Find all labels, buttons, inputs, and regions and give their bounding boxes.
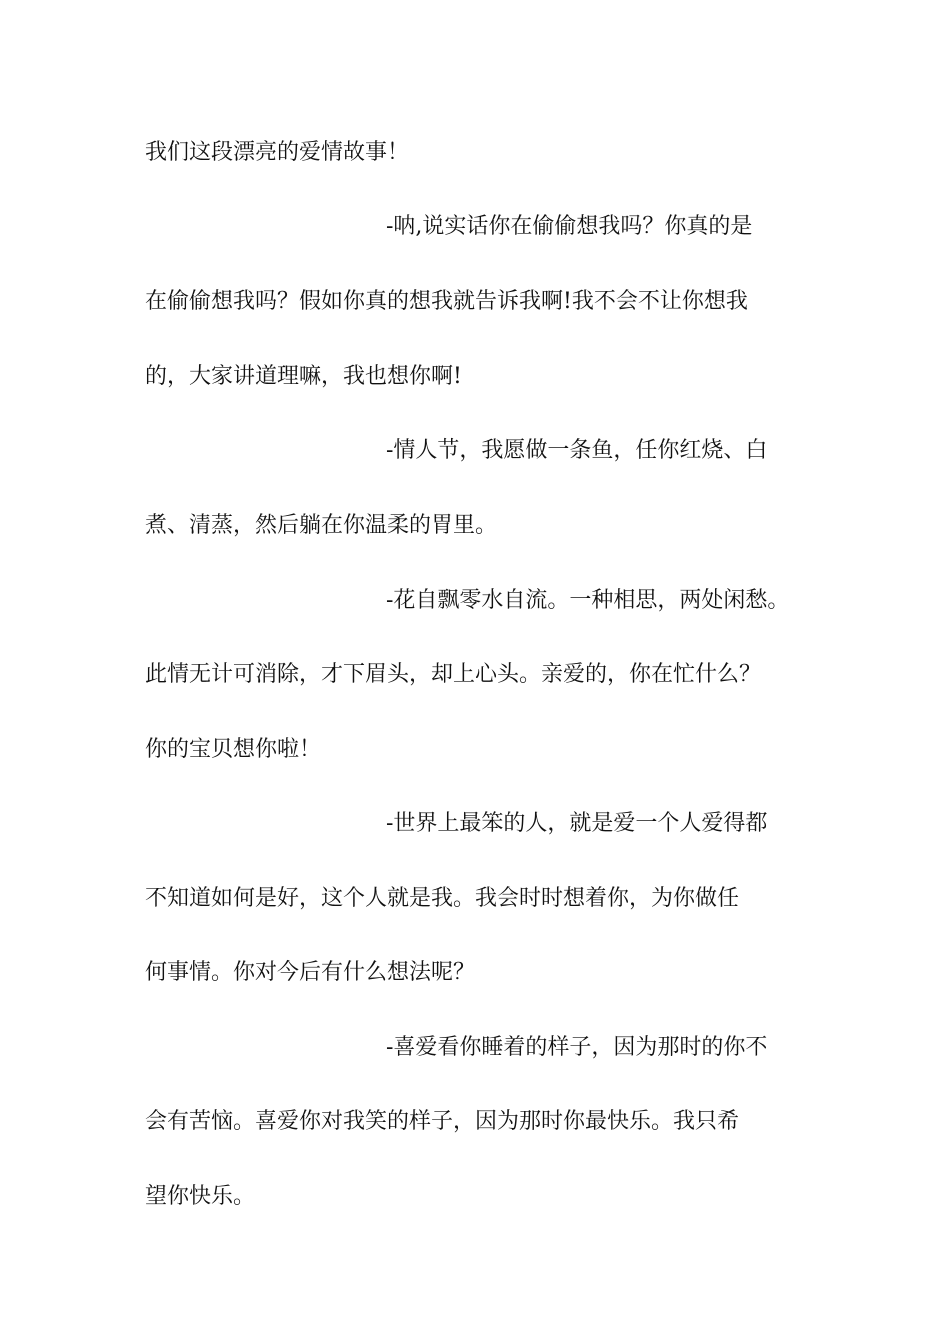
text-line: 不知道如何是好，这个人就是我。我会时时想着你，为你做任 [145,886,740,911]
text-line: 此情无计可消除，才下眉头，却上心头。亲爱的，你在忙什么？ [145,662,762,687]
text-line: -喜爱看你睡着的样子，因为那时的你不 [386,1035,768,1060]
text-line: 我们这段漂亮的爱情故事！ [145,140,410,165]
text-line: 何事情。你对今后有什么想法呢？ [145,960,476,985]
text-line: 在偷偷想我吗？假如你真的想我就告诉我啊!我不会不让你想我 [145,289,748,314]
text-line: 会有苦恼。喜爱你对我笑的样子，因为那时你最快乐。我只希 [145,1109,740,1134]
text-line: -世界上最笨的人，就是爱一个人爱得都 [386,811,768,836]
text-line: -情人节，我愿做一条鱼，任你红烧、白 [386,438,768,463]
text-line: 煮、清蒸，然后躺在你温柔的胃里。 [145,513,498,538]
text-line: 的，大家讲道理嘛，我也想你啊! [145,364,462,389]
text-line: 你的宝贝想你啦！ [145,737,322,762]
text-line: 望你快乐。 [145,1184,256,1209]
text-line: -呐,说实话你在偷偷想我吗？你真的是 [386,214,753,239]
text-line: -花自飘零水自流。一种相思，两处闲愁。 [386,588,790,613]
